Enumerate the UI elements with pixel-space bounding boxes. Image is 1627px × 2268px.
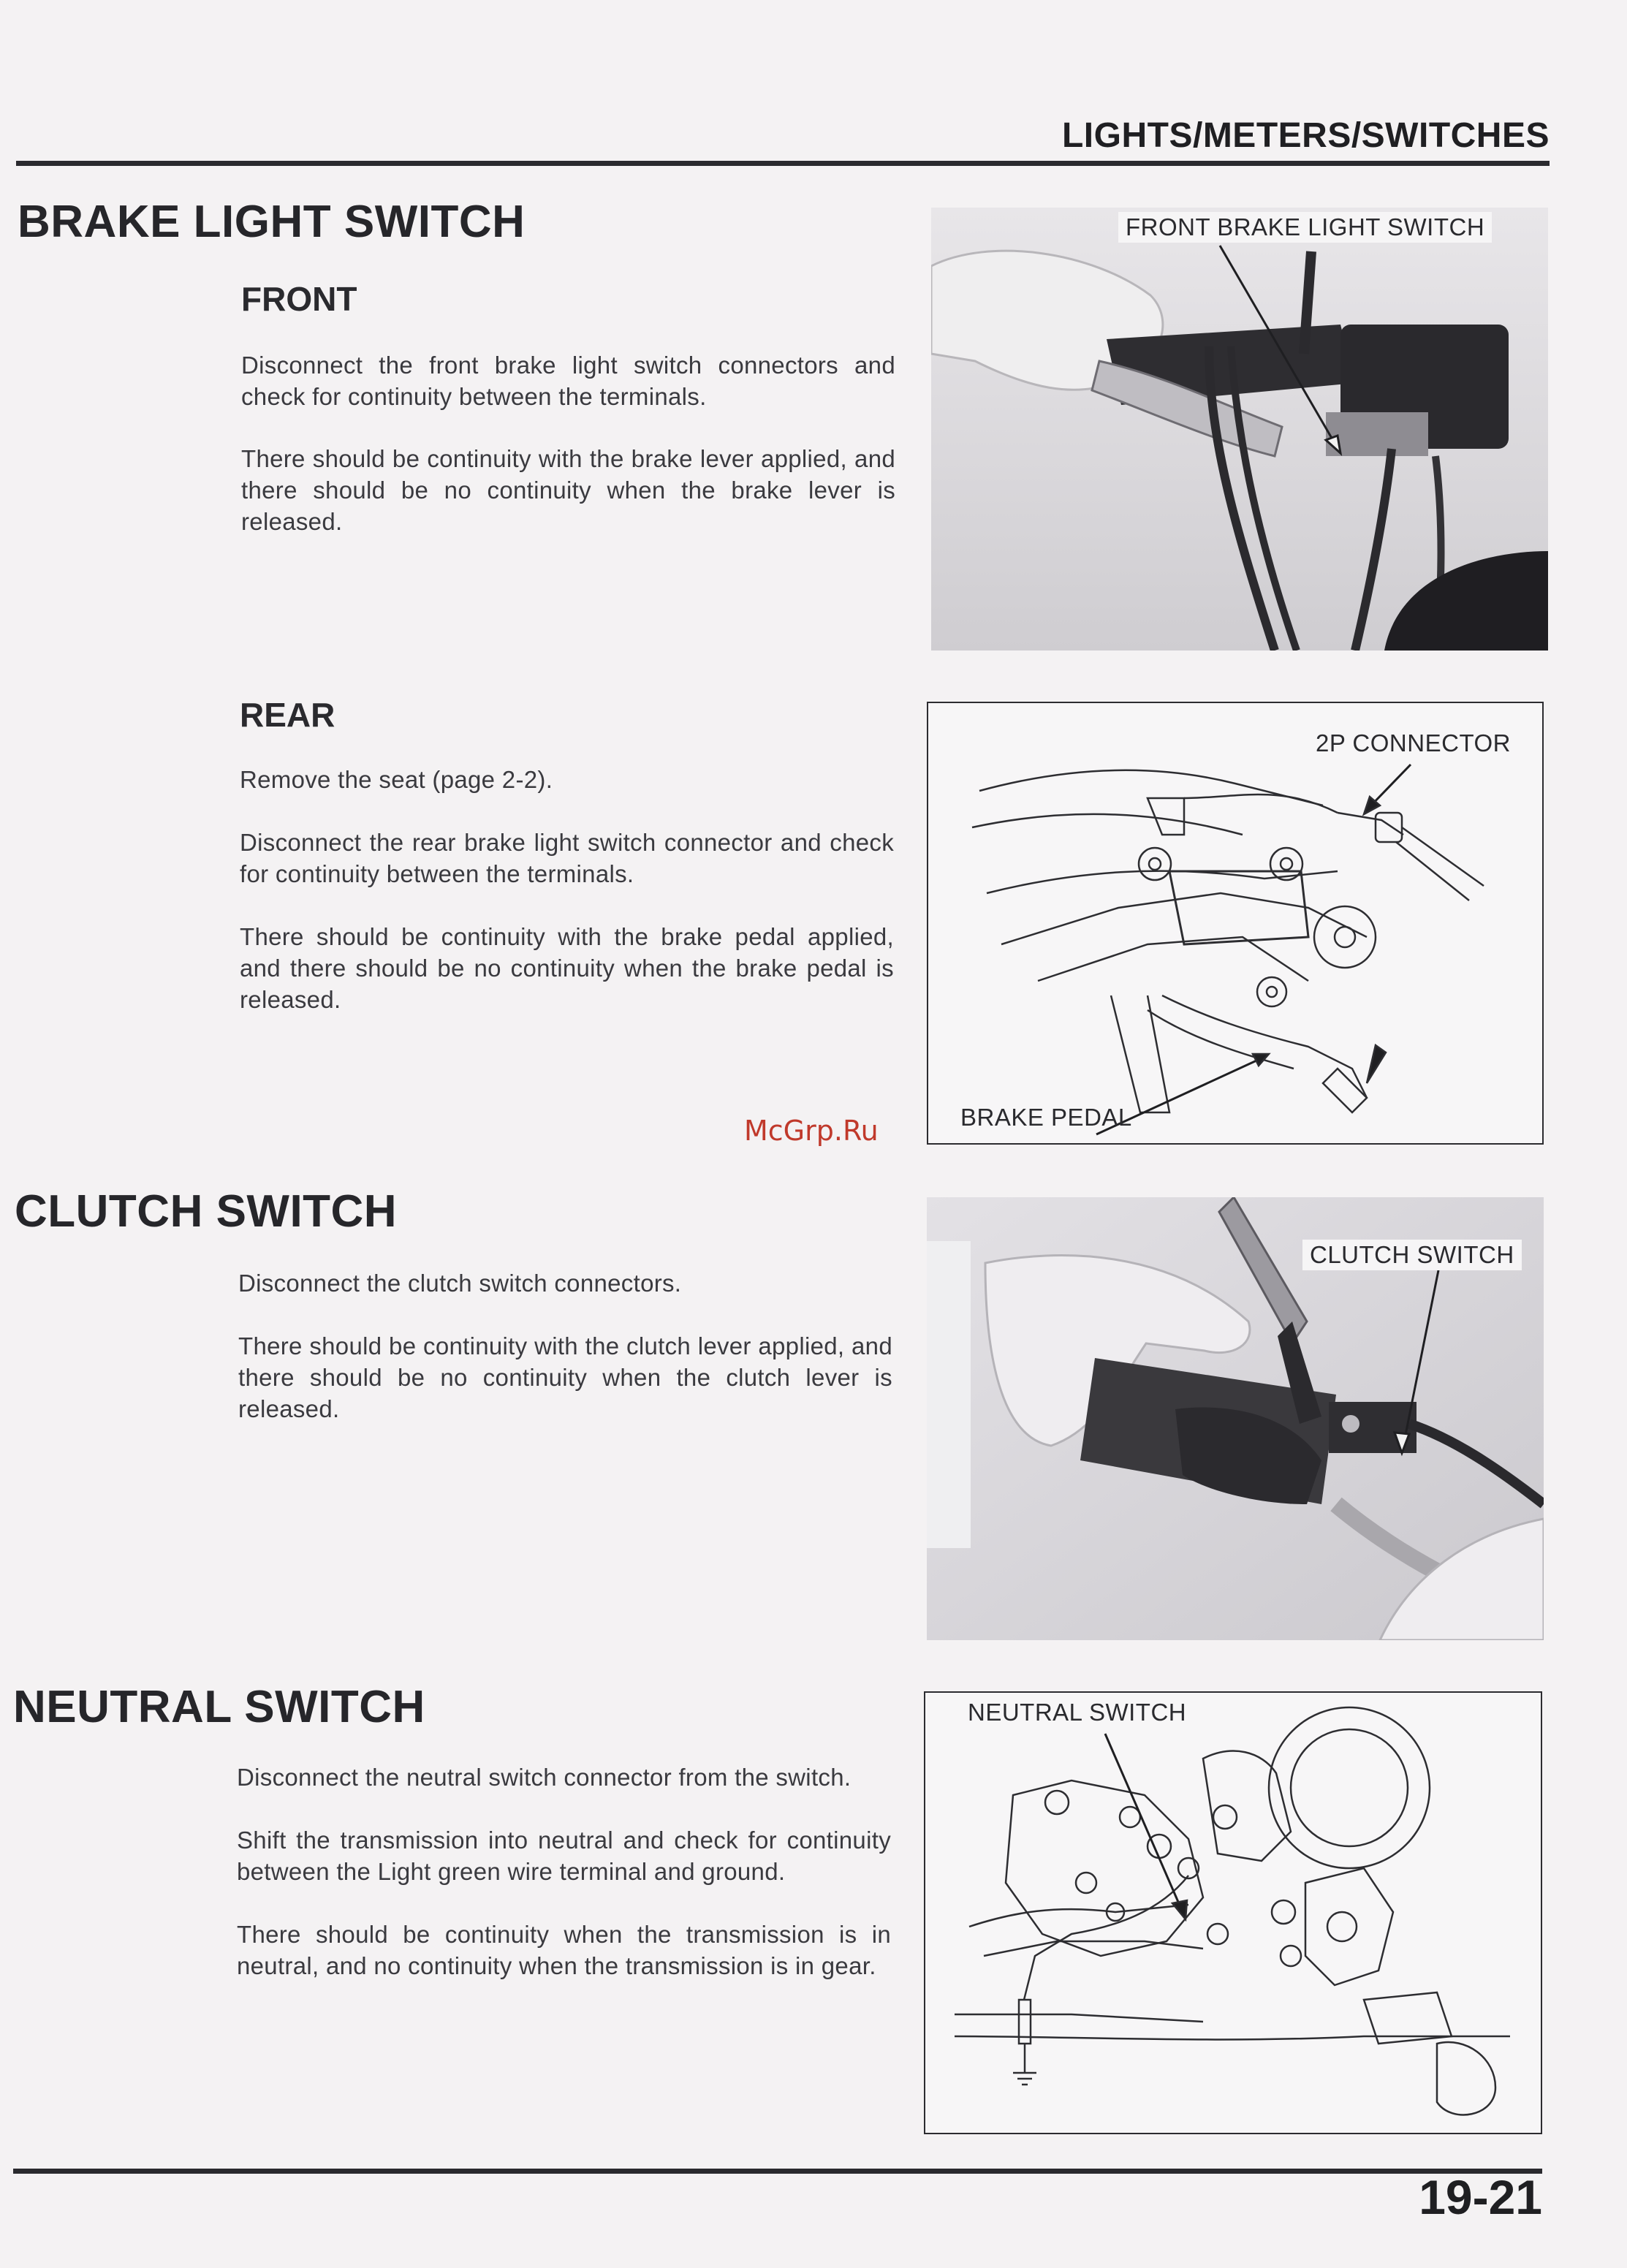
neutral-switch-drawing bbox=[924, 1691, 1542, 2134]
brake-light-switch-heading: BRAKE LIGHT SWITCH bbox=[18, 197, 526, 247]
brake-pedal-label: BRAKE PEDAL bbox=[960, 1104, 1132, 1131]
clutch-switch-photo bbox=[927, 1197, 1544, 1640]
neutral-switch-heading: NEUTRAL SWITCH bbox=[13, 1682, 425, 1732]
front-para-1: Disconnect the front brake light switch connectors and check for continuity between the terminals. bbox=[241, 352, 895, 410]
neutral-para-3: There should be continuity when the transmission is in neutral, and no continuity when the transmission is in gear. bbox=[237, 1921, 891, 1979]
rear-brake-light-switch-drawing bbox=[927, 702, 1544, 1145]
2p-connector-label: 2P CONNECTOR bbox=[1316, 729, 1512, 756]
neutral-para-1: Disconnect the neutral switch connector from the switch. bbox=[237, 1764, 852, 1791]
neutral-para-2: Shift the transmission into neutral and check for continuity between the Light green wire terminal and ground. bbox=[237, 1827, 891, 1885]
clutch-para-2: There should be continuity with the clutch lever applied, and there should be no continuity when the clutch lever is released. bbox=[238, 1332, 892, 1422]
watermark: McGrp.Ru bbox=[744, 1115, 879, 1147]
page-number: 19-21 bbox=[1419, 2170, 1542, 2224]
clutch-switch-label: CLUTCH SWITCH bbox=[1302, 1240, 1522, 1270]
section-header: LIGHTS/METERS/SWITCHES bbox=[1061, 116, 1550, 155]
clutch-switch-heading: CLUTCH SWITCH bbox=[15, 1186, 398, 1237]
front-subheading: FRONT bbox=[241, 280, 357, 318]
footer-rule bbox=[13, 2169, 1542, 2174]
rear-para-2: Disconnect the rear brake light switch connector and check for continuity between the terminals. bbox=[240, 829, 894, 887]
clutch-para-1: Disconnect the clutch switch connectors. bbox=[238, 1270, 682, 1297]
neutral-switch-label: NEUTRAL SWITCH bbox=[968, 1699, 1187, 1726]
rear-subheading: REAR bbox=[240, 696, 335, 734]
front-brake-light-switch-label: FRONT BRAKE LIGHT SWITCH bbox=[1118, 212, 1492, 243]
rear-para-3: There should be continuity with the brake pedal applied, and there should be no continuity when the brake pedal is released. bbox=[240, 923, 894, 1013]
rear-brake-line-drawing bbox=[928, 703, 1544, 1145]
rear-para-1: Remove the seat (page 2-2). bbox=[240, 766, 553, 793]
neutral-line-drawing bbox=[925, 1693, 1542, 2134]
front-brake-light-switch-photo bbox=[931, 208, 1548, 651]
front-brake-photo-illustration bbox=[931, 208, 1548, 651]
front-para-2: There should be continuity with the brake lever applied, and there should be no continuity when the brake lever is released. bbox=[241, 445, 895, 535]
header-rule bbox=[16, 161, 1550, 166]
